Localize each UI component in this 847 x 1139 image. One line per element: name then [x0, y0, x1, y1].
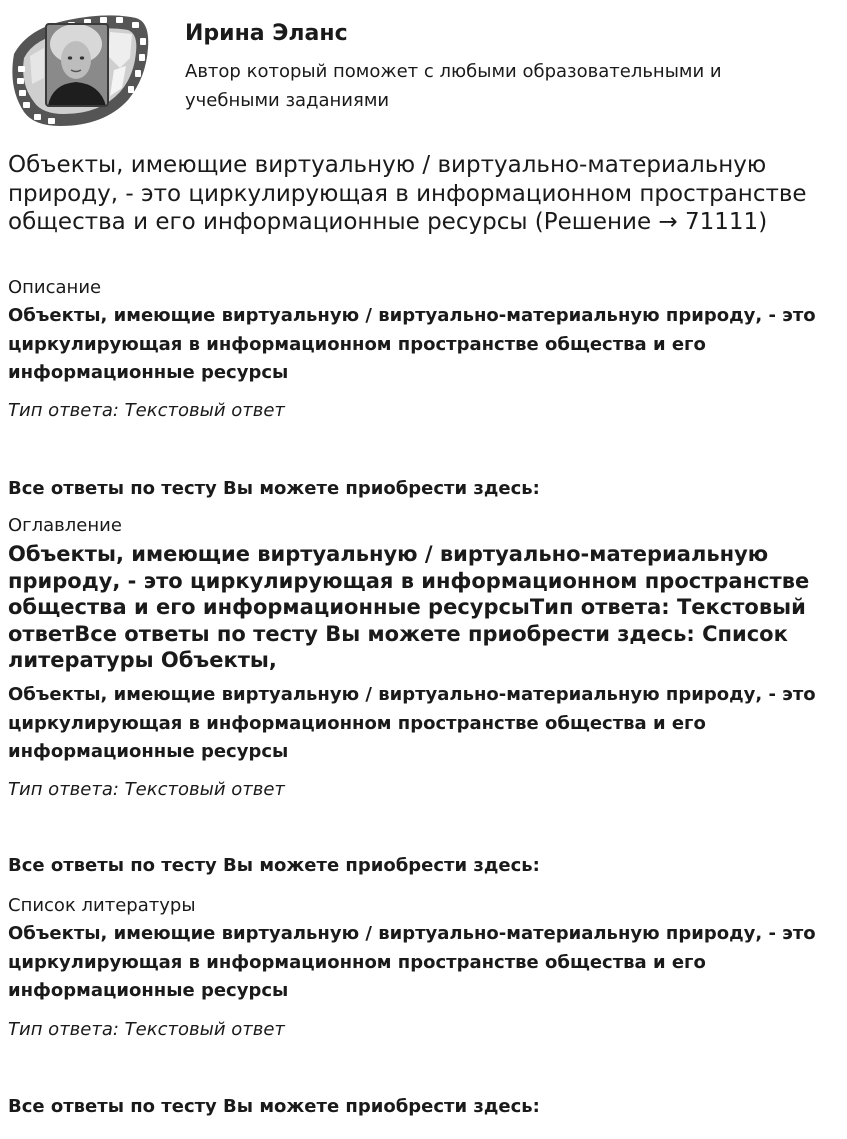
literature-buy-text: Все ответы по тесту Вы можете приобрести здесь:	[8, 1096, 540, 1117]
description-answer-type: Тип ответа: Текстовый ответ	[8, 400, 285, 421]
description-question: Объекты, имеющие виртуальную / виртуально-материальную природу, - это циркулирующая в информационном пространстве общества и его информационные ресурсы	[8, 305, 816, 383]
description-buy-text: Все ответы по тесту Вы можете приобрести здесь:	[8, 478, 540, 499]
contents-label: Оглавление	[8, 515, 122, 536]
contents-summary: Объекты, имеющие виртуальную / виртуально-материальную природу, - это циркулирующая в информационном пространстве общества и его информационные ресурсыТип ответа: Текстовый ответВсе ответы по тесту Вы можете приобрести здесь: Список литературы Объекты,	[8, 542, 810, 672]
contents-question: Объекты, имеющие виртуальную / виртуально-материальную природу, - это циркулирующая в информационном пространстве общества и его информационные ресурсы	[8, 684, 816, 762]
author-name: Ирина Эланс	[185, 21, 348, 46]
contents-answer-type: Тип ответа: Текстовый ответ	[8, 779, 285, 800]
page-title: Объекты, имеющие виртуальную / виртуально-материальную природу, - это циркулирующая в информационном пространстве общества и его информационные ресурсы (Решение → 71111)	[8, 152, 807, 235]
literature-answer-type: Тип ответа: Текстовый ответ	[8, 1019, 285, 1040]
literature-label: Список литературы	[8, 895, 196, 916]
contents-buy-text: Все ответы по тесту Вы можете приобрести здесь:	[8, 855, 540, 876]
literature-question: Объекты, имеющие виртуальную / виртуально-материальную природу, - это циркулирующая в информационном пространстве общества и его информационные ресурсы	[8, 923, 816, 1001]
author-description: Автор который поможет с любыми образовательными и учебными заданиями	[185, 61, 722, 111]
description-label: Описание	[8, 277, 102, 298]
author-header	[8, 8, 838, 128]
film-strip-photo-icon	[8, 8, 150, 128]
